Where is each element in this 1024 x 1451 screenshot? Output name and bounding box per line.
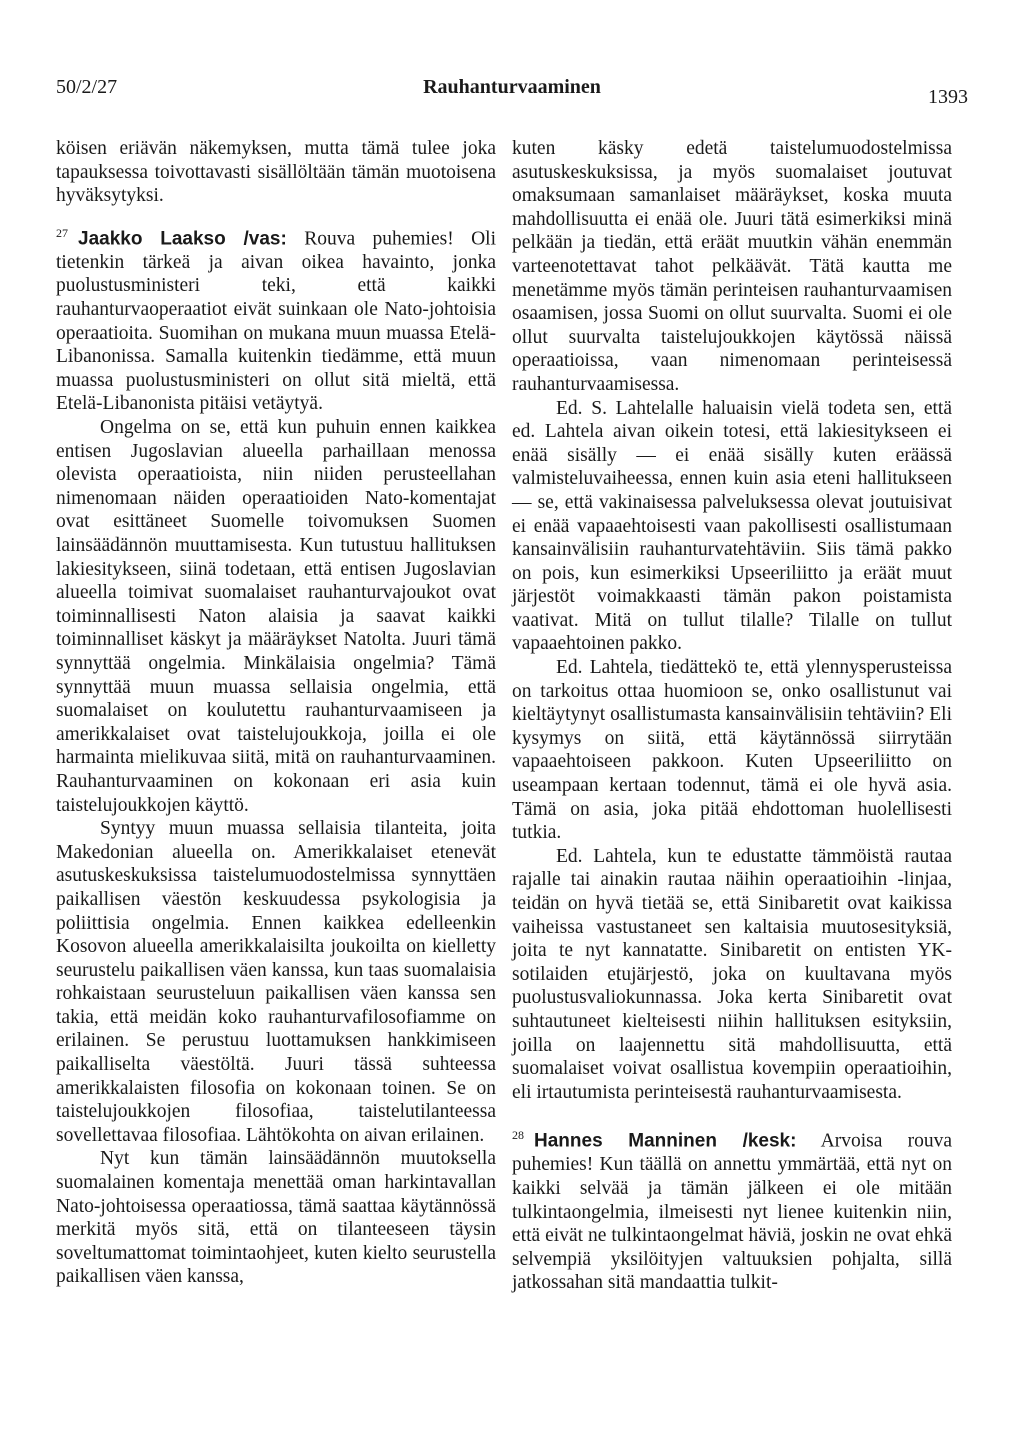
speech-number: 27 [56, 225, 68, 240]
speech-text: Rouva puhemies! Oli tietenkin tärkeä ja aivan oikea havainto, jonka puolustusministeri teki, että kaikki rauhanturvaoperaatiot eivät suinkaan ole Nato-johtoisia operaatioita. Suomihan on mukana muun muassa Etelä-Libanonissa. Samalla kuitenkin tiedämme, että muun muassa puolustusministeri on ollut sitä mieltä, että Etelä-Libanonista pitäisi vetäytyä. [56, 228, 497, 415]
speech-28 [512, 1124, 952, 1295]
paragraph: köisen eriävän näkemyksen, mutta tämä tulee joka tapauksessa toivottavasti sisällöltään tämän muotoisena hyväksytyksi. [56, 138, 496, 207]
page-number: 1393 [928, 86, 968, 108]
speech-27 [56, 222, 496, 416]
right-column [512, 137, 952, 1295]
page-header [56, 76, 968, 116]
speech-text: Arvoisa rouva puhemies! Kun täällä on annettu ymmärtää, että nyt on kaikki selvää ja tämän jälkeen ei ole mitään tulkintaongelmia, ilmeisesti nyt lienee kuitenkin niin, että eivät ne tulkintaongelmat häviä, joskin ne ovat ehkä selvempiä yksilöityjen valtuuksien pohjalta, sillä jatkossahan sitä mandaattia tulkit- [512, 1130, 952, 1294]
paragraph: Ongelma on se, että kun puhuin ennen kaikkea entisen Jugoslavian alueella parhaillaan menossa olevista operaatioista, niin niiden perusteellahan nimenomaan näiden operaatioiden Nato-komentajat ovat esittäneet Suomelle toivomuksen Suomen lainsäädännön muuttamisesta. Kun tutustuu hallituksen lakiesitykseen, siinä todetaan, että entisen Jugoslavian alueella toimivat suomalaiset rauhanturvajoukot ovat toiminnallisesti Naton alaisia ja saavat kaikki toiminnalliset käskyt ja määräykset Natolta. Juuri tämä synnyttää ongelmia. Minkälaisia ongelmia? Tämä synnyttää muun muassa sellaisia ongelmia, että suomalaiset on koulutettu rauhanturvaamiseen ja amerikkalaiset ovat taistelujoukkoja, joilla ei ole harmainta mielikuvaa siitä, mitä on rauhanturvaaminen. Rauhanturvaaminen on kokonaan eri asia kuin taistelujoukkojen käyttö. [56, 417, 496, 816]
speaker-name: Hannes Manninen /kesk: [534, 1130, 797, 1152]
speaker-name: Jaakko Laakso /vas: [78, 228, 287, 250]
paragraph: Nyt kun tämän lainsäädännön muutoksella suomalainen komentaja menettää oman harkintavallan Nato-johtoisessa operaatiossa, tämä saattaa käytännössä merkitä myös sitä, että on tilanteeseen täysin soveltumattomat toimintaohjeet, kuten kielto seurustella paikallisen väen kanssa, [56, 1148, 496, 1288]
document-id: 50/2/27 [56, 76, 118, 98]
running-title: Rauhanturvaaminen [423, 76, 601, 98]
paragraph: Ed. Lahtela, kun te edustatte tämmöistä rautaa rajalle tai ainakin rautaa näihin operaatioihin -linjaa, teidän on hyvä tietää se, että Sinibaretit ovat kaikissa vaiheissa vastustaneet sen kaltaisia muutosesityksiä, joita te nyt kannatatte. Sinibaretit on entisten YK-sotilaiden etujärjestö, joka on kuultavana myös puolustusvaliokunnassa. Joka kerta Sinibaretit ovat suhtautuneet kielteisesti niihin hallituksen esityksiin, joilla on laajennettu sitä mahdollisuutta, että suomalaiset voivat osallistua kovempiin operaatioihin, eli irtautumista perinteisestä rauhanturvaamisesta. [512, 845, 952, 1103]
paragraph: Ed. S. Lahtelalle haluaisin vielä todeta sen, että ed. Lahtela aivan oikein totesi, että lakiesitykseen ei enää sisälly — ei enää sisälly kuten eräässä valmisteluvaiheessa, ennen kuin asia eteni hallitukseen — se, että vakinaisessa palveluksessa olevat joutuisivat ei enää vapaaehtoisesti vaan pakollisesti osallistumaan kansainvälisiin rauhanturvatehtäviin. Siis tämä pakko on pois, kun esimerkiksi Upseeriliitto ja eräät muut järjestöt voimakkaasti tämän pakon poistamista vaativat. Mitä on tullut tilalle? Tilalle on tullut vapaaehtoinen pakko. [512, 397, 952, 655]
paragraph: Ed. Lahtela, tiedättekö te, että ylennysperusteissa on tarkoitus ottaa huomioon se, onko osallistunut vai kieltäytynyt osallistumasta kansainvälisiin tehtäviin? Eli kysymys on siitä, että käytännössä siirrytään vapaaehtoiseen pakkoon. Kuten Upseeriliitto on useampaan kertaan todennut, tämä ei ole hyvä asia. Tämä on asia, joka pitää ehdottoman huolellisesti tutkia. [512, 657, 952, 844]
paragraph: Syntyy muun muassa sellaisia tilanteita, joita Makedonian alueella on. Amerikkalaiset etenevät asutuskeskuksissa taistelumuodostelmissa synnyttäen paikallisen väestön keskuudessa psykologisia ja poliittisia ongelmia. Ennen kaikkea edelleenkin Kosovon alueella amerikkalaisilta joukoilta on kielletty seurustelu paikallisen väen kanssa, kun taas suomalaisia rohkaistaan seurusteluun paikallisen väen kanssa sen takia, että meidän koko rauhanturvafilosofiamme on erilainen. Se perustuu luottamuksen hankkimiseen paikalliselta väestöltä. Juuri tässä suhteessa amerikkalaisten filosofia on kokonaan toinen. Se on taistelujoukkojen filosofiaa, taistelutilanteessa sovellettavaa filosofiaa. Lähtökohta on aivan erilainen. [56, 818, 496, 1146]
left-column [56, 137, 496, 1289]
paragraph: kuten käsky edetä taistelumuodostelmissa asutuskeskuksissa, ja myös suomalaiset joutuvat omaksumaan samanlaiset määräykset, koska muuta mahdollisuutta ei enää ole. Juuri tätä esimerkiksi minä pelkään ja tiedän, että eräät muutkin vähän enemmän varteenotettavat tahot pelkäävät. Tätä kautta me menetämme myös tämän perinteisen rauhanturvaamisen osaamisen, jossa Suomi on ollut suurvalta. Suomi ei ole ollut suurvalta taistelujoukkojen käytössä näissä operaatioissa, vaan nimenomaan perinteisessä rauhanturvaamisessa. [512, 138, 952, 395]
speech-number: 28 [512, 1128, 524, 1143]
